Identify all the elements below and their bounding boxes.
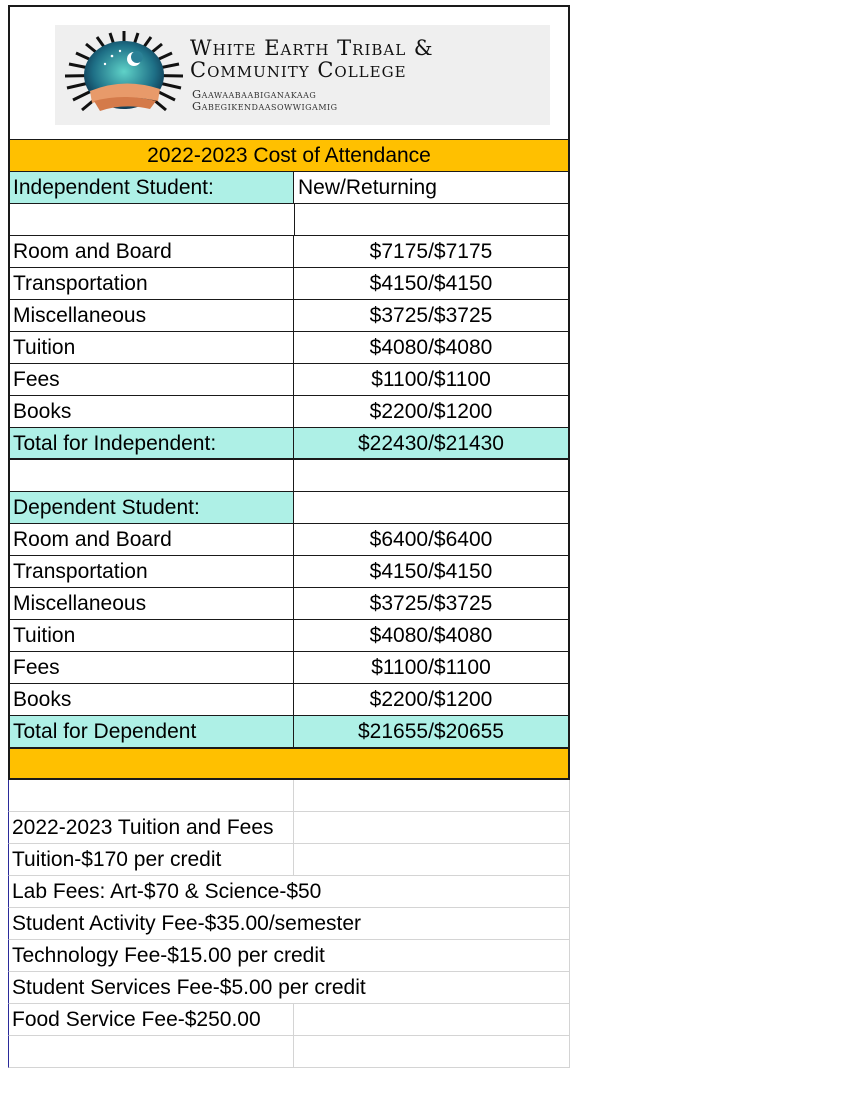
table-row [8, 236, 570, 268]
college-logo [55, 25, 550, 125]
fee-line: Technology Fee-$15.00 per credit [8, 940, 294, 972]
dependent-header-label: Dependent Student: [8, 492, 294, 524]
table-row [8, 684, 570, 716]
item-label: Transportation [8, 556, 294, 588]
sunburst-emblem-icon [60, 29, 188, 121]
item-value: $3725/$3725 [294, 588, 570, 620]
gold-divider-row [8, 748, 570, 780]
item-value: $3725/$3725 [294, 300, 570, 332]
list-item [8, 876, 570, 908]
fees-heading: 2022-2023 Tuition and Fees [8, 812, 294, 844]
item-value: $7175/$7175 [294, 236, 570, 268]
blank-row [8, 204, 570, 236]
ojibwe-name-line2: Gabegikendaasowwigamig [192, 99, 338, 113]
item-value: $4080/$4080 [294, 332, 570, 364]
blank-cell [294, 492, 570, 524]
table-row [8, 556, 570, 588]
table-row [8, 524, 570, 556]
dependent-header-row [8, 492, 570, 524]
table-row [8, 652, 570, 684]
blank-cell [294, 940, 570, 972]
table-row [8, 364, 570, 396]
fees-heading-row [8, 812, 570, 844]
blank-cell [294, 780, 570, 812]
independent-total-row [8, 428, 570, 460]
blank-cell [8, 1036, 294, 1068]
college-name-line2: Community College [190, 58, 407, 82]
title-row [8, 140, 570, 172]
blank-cell [294, 1036, 570, 1068]
item-value: $4080/$4080 [294, 620, 570, 652]
item-value: $4150/$4150 [294, 268, 570, 300]
blank-cell [294, 844, 570, 876]
table-row [8, 332, 570, 364]
list-item [8, 972, 570, 1004]
ojibwe-name-line1: Gaawaabaabiganakaag [192, 87, 317, 101]
dependent-total-label: Total for Dependent [8, 716, 294, 748]
table-row [8, 268, 570, 300]
fee-line: Student Activity Fee-$35.00/semester [8, 908, 294, 940]
independent-total-value: $22430/$21430 [294, 428, 570, 460]
list-item [8, 908, 570, 940]
fee-line: Food Service Fee-$250.00 [8, 1004, 294, 1036]
item-value: $2200/$1200 [294, 396, 570, 428]
blank-cell [294, 460, 570, 492]
logo-cell [8, 5, 570, 140]
item-label: Books [8, 396, 294, 428]
blank-cell [8, 780, 294, 812]
independent-header-label: Independent Student: [8, 172, 294, 204]
independent-header-row [8, 172, 570, 204]
sheet-title: 2022-2023 Cost of Attendance [8, 140, 570, 172]
item-value: $6400/$6400 [294, 524, 570, 556]
table-row [8, 396, 570, 428]
list-item [8, 1004, 570, 1036]
item-label: Books [8, 684, 294, 716]
table-row [8, 300, 570, 332]
blank-cell [294, 204, 570, 236]
college-name-line1: White Earth Tribal & [190, 36, 434, 60]
fee-line: Tuition-$170 per credit [8, 844, 294, 876]
independent-total-label: Total for Independent: [8, 428, 294, 460]
list-item [8, 940, 570, 972]
blank-cell [294, 908, 570, 940]
item-label: Miscellaneous [8, 588, 294, 620]
blank-row [8, 1036, 570, 1068]
fee-line: Lab Fees: Art-$70 & Science-$50 [8, 876, 294, 908]
dependent-total-value: $21655/$20655 [294, 716, 570, 748]
item-value: $1100/$1100 [294, 364, 570, 396]
list-item [8, 844, 570, 876]
blank-cell [8, 460, 294, 492]
item-label: Miscellaneous [8, 300, 294, 332]
blank-cell [8, 204, 294, 236]
item-label: Transportation [8, 268, 294, 300]
blank-cell [294, 876, 570, 908]
item-label: Room and Board [8, 524, 294, 556]
fee-line: Student Services Fee-$5.00 per credit [8, 972, 294, 1004]
college-ojibwe-name [192, 88, 492, 112]
item-value: $1100/$1100 [294, 652, 570, 684]
item-label: Room and Board [8, 236, 294, 268]
blank-row [8, 460, 570, 492]
table-row [8, 588, 570, 620]
blank-cell [294, 1004, 570, 1036]
new-returning-header: New/Returning [294, 172, 570, 204]
item-label: Tuition [8, 620, 294, 652]
table-row [8, 620, 570, 652]
item-value: $4150/$4150 [294, 556, 570, 588]
item-value: $2200/$1200 [294, 684, 570, 716]
item-label: Tuition [8, 332, 294, 364]
item-label: Fees [8, 652, 294, 684]
blank-row [8, 780, 570, 812]
item-label: Fees [8, 364, 294, 396]
blank-cell [294, 972, 570, 1004]
blank-cell [294, 812, 570, 844]
college-name [190, 37, 550, 81]
dependent-total-row [8, 716, 570, 748]
